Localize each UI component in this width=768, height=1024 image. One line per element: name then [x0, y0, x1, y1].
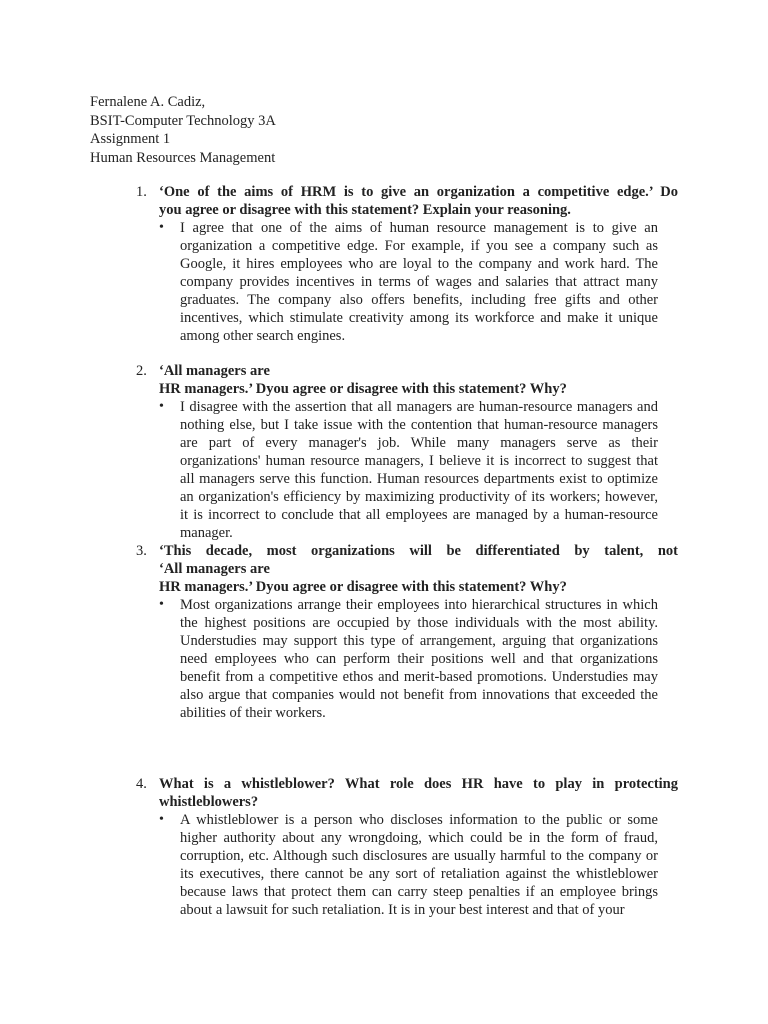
- question-number: 4.: [136, 776, 147, 792]
- question-title-line: whistleblowers?: [159, 794, 259, 810]
- question-title-line: ‘All managers are: [159, 561, 270, 577]
- question-title-line: ‘One of the aims of HRM is to give an organization a competitive edge.’ Do: [159, 184, 678, 200]
- question-title-line: HR managers.’ Dyou agree or disagree with this statement? Why?: [159, 579, 567, 595]
- question-number: 2.: [136, 363, 147, 379]
- assignment-line: Assignment 1: [90, 131, 171, 147]
- question-2: [136, 362, 678, 542]
- answer-item: [159, 398, 678, 542]
- course-line: Human Resources Management: [90, 149, 276, 166]
- question-title: [159, 542, 678, 596]
- question-title-line: HR managers.’ Dyou agree or disagree with this statement? Why?: [159, 381, 567, 397]
- bullet-icon: •: [159, 597, 164, 612]
- question-title-line: you agree or disagree with this statement? Explain your reasoning.: [159, 202, 571, 218]
- answer-item: [159, 811, 678, 919]
- answer-text: I disagree with the assertion that all managers are human-resource managers and nothing else, but I take issue with the contention that human-resource managers are part of every manager's job. While many managers serve as their organizations' human resource managers, I believe it is incorrect to suggest that all managers serve this function. Human resources departments exist to optimize an organization's efficiency by maximizing productivity of its workers; however, it is incorrect to conclude that all employees are managed by a human-resource manager.: [180, 399, 658, 541]
- program-line: BSIT-Computer Technology 3A: [90, 112, 276, 129]
- author-name: Fernalene A. Cadiz,: [90, 94, 206, 110]
- question-4: [136, 775, 678, 919]
- answer-item: [159, 596, 678, 722]
- document-header: [90, 93, 276, 167]
- bullet-icon: •: [159, 812, 164, 827]
- question-title-line: ‘This decade, most organizations will be differentiated by talent, not: [159, 543, 678, 559]
- answer-text: I agree that one of the aims of human resource management is to give an organization a competitive edge. For example, if you see a company such as Google, it hires employees who are loyal to the company and work hard. The company provides incentives in terms of wages and salaries that attract many graduates. The company also offers benefits, including free gifts and other incentives, which stimulate creativity among its workforce and make it unique among other search engines.: [180, 220, 658, 344]
- question-3: [136, 542, 678, 722]
- answer-text: Most organizations arrange their employees into hierarchical structures in which the highest positions are occupied by those individuals with the most ability. Understudies may support this type of arrangement, arguing that organizations need employees who can perform their positions well and that organizations benefit from a competitive ethos and merit-based promotions. Understudies may also argue that companies would not benefit from innovations that exceeded the abilities of their workers.: [180, 597, 658, 721]
- question-title: [159, 183, 678, 219]
- answer-item: [159, 219, 678, 345]
- bullet-icon: •: [159, 399, 164, 414]
- question-number: 1.: [136, 184, 147, 200]
- answer-text: A whistleblower is a person who discloses information to the public or some higher authority about any wrongdoing, which could be in the form of fraud, corruption, etc. Although such disclosures are usually harmful to the company or its executives, there cannot be any sort of retaliation against the whistleblower because laws that protect them can carry steep penalties if an employee brings about a lawsuit for such retaliation. It is in your best interest and that of your: [180, 812, 658, 918]
- question-title-line: ‘All managers are: [159, 363, 270, 379]
- question-number: 3.: [136, 543, 147, 559]
- question-title-line: What is a whistleblower? What role does HR have to play in protecting: [159, 776, 678, 792]
- bullet-icon: •: [159, 220, 164, 235]
- question-1: [136, 183, 678, 345]
- question-title: [159, 362, 678, 398]
- question-title: [159, 775, 678, 811]
